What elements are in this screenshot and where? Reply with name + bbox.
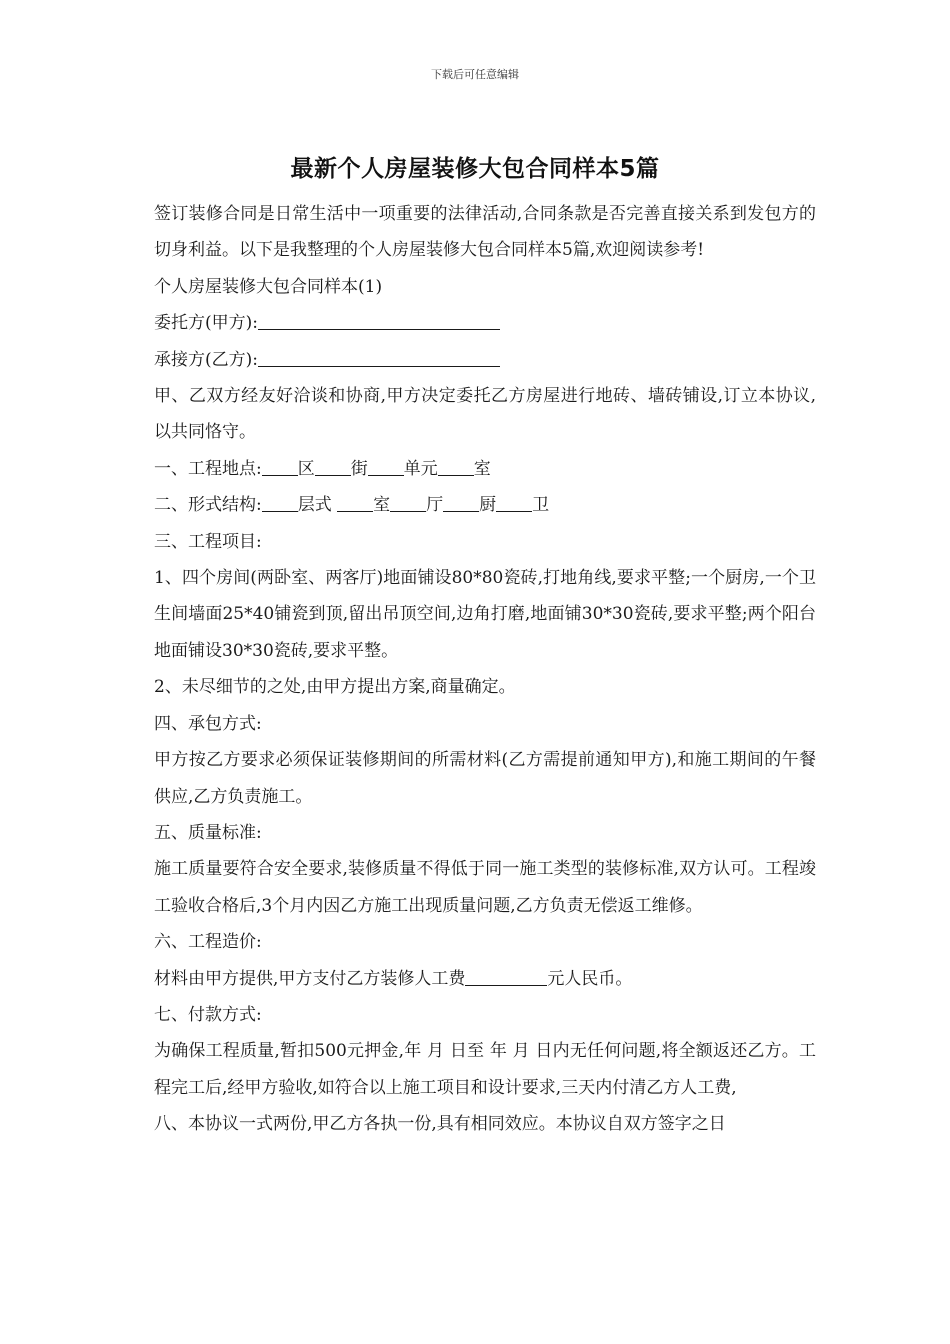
party-b-blank	[258, 350, 500, 367]
section-4-heading: 四、承包方式:	[154, 713, 262, 734]
section-7-body: 为确保工程质量,暂扣500元押金,年 月 日至 年 月 日内无任何问题,将全额返还乙方。工程完工后,经甲方验收,如符合以上施工项目和设计要求,三天内付清乙方人工费,	[154, 1041, 816, 1098]
structure-blank	[390, 495, 426, 512]
section-6-text-after: 元人民币。	[547, 968, 633, 989]
sample-heading: 个人房屋装修大包合同样本(1)	[154, 276, 383, 297]
section-7-heading: 七、付款方式:	[154, 1004, 262, 1025]
location-blank	[368, 459, 404, 476]
location-blank	[262, 459, 298, 476]
party-a-blank	[258, 313, 500, 330]
project-item-1: 1、四个房间(两卧室、两客厅)地面铺设80*80瓷砖,打地角线,要求平整;一个厨房,一个卫生间墙面25*40铺瓷到顶,留出吊顶空间,边角打磨,地面铺30*30瓷砖,要求平整;两个阳台地面铺设30*30瓷砖,要求平整。	[154, 568, 816, 661]
header-note: 下载后可任意编辑	[431, 68, 519, 81]
party-b-line	[146, 342, 816, 378]
section-6-body	[146, 961, 816, 997]
intro-paragraph: 签订装修合同是日常生活中一项重要的法律活动,合同条款是否完善直接关系到发包方的切身利益。以下是我整理的个人房屋装修大包合同样本5篇,欢迎阅读参考!	[154, 204, 816, 261]
structure-unit-5: 卫	[532, 495, 550, 516]
section-2-structure	[146, 487, 816, 523]
section-5-heading: 五、质量标准:	[154, 822, 262, 843]
section-6-heading: 六、工程造价:	[154, 932, 262, 953]
labor-fee-blank	[465, 969, 547, 986]
structure-unit-3: 厅	[426, 495, 444, 516]
section-1-prefix: 一、工程地点:	[154, 458, 262, 479]
structure-unit-2: 室	[373, 495, 391, 516]
party-a-line	[146, 305, 816, 341]
section-4-body: 甲方按乙方要求必须保证装修期间的所需材料(乙方需提前通知甲方),和施工期间的午餐供应,乙方负责施工。	[154, 750, 816, 807]
document-body	[146, 196, 816, 1143]
location-unit-4: 室	[473, 458, 491, 479]
structure-unit-4: 厨	[479, 495, 497, 516]
section-2-prefix: 二、形式结构:	[154, 495, 262, 516]
structure-unit-1: 层式	[297, 495, 332, 516]
party-b-label: 承接方(乙方):	[154, 349, 258, 370]
location-blank	[438, 459, 474, 476]
location-blank	[315, 459, 351, 476]
structure-blank	[262, 495, 298, 512]
location-unit-3: 单元	[403, 458, 438, 479]
document-title: 最新个人房屋装修大包合同样本5篇	[290, 156, 660, 182]
structure-blank	[496, 495, 532, 512]
structure-blank	[337, 495, 373, 512]
location-unit-2: 街	[350, 458, 368, 479]
section-8-body: 八、本协议一式两份,甲乙方各执一份,具有相同效应。本协议自双方签字之日	[154, 1114, 726, 1135]
section-1-location	[146, 451, 816, 487]
section-3-heading: 三、工程项目:	[154, 531, 262, 552]
location-unit-1: 区	[297, 458, 315, 479]
party-a-label: 委托方(甲方):	[154, 313, 258, 334]
project-item-2: 2、未尽细节的之处,由甲方提出方案,商量确定。	[154, 677, 516, 698]
agreement-paragraph: 甲、乙双方经友好洽谈和协商,甲方决定委托乙方房屋进行地砖、墙砖铺设,订立本协议,以共同恪守。	[154, 386, 816, 443]
section-5-body: 施工质量要符合安全要求,装修质量不得低于同一施工类型的装修标准,双方认可。工程竣工验收合格后,3个月内因乙方施工出现质量问题,乙方负责无偿返工维修。	[154, 859, 816, 916]
section-6-text-before: 材料由甲方提供,甲方支付乙方装修人工费	[154, 968, 466, 989]
structure-blank	[443, 495, 479, 512]
